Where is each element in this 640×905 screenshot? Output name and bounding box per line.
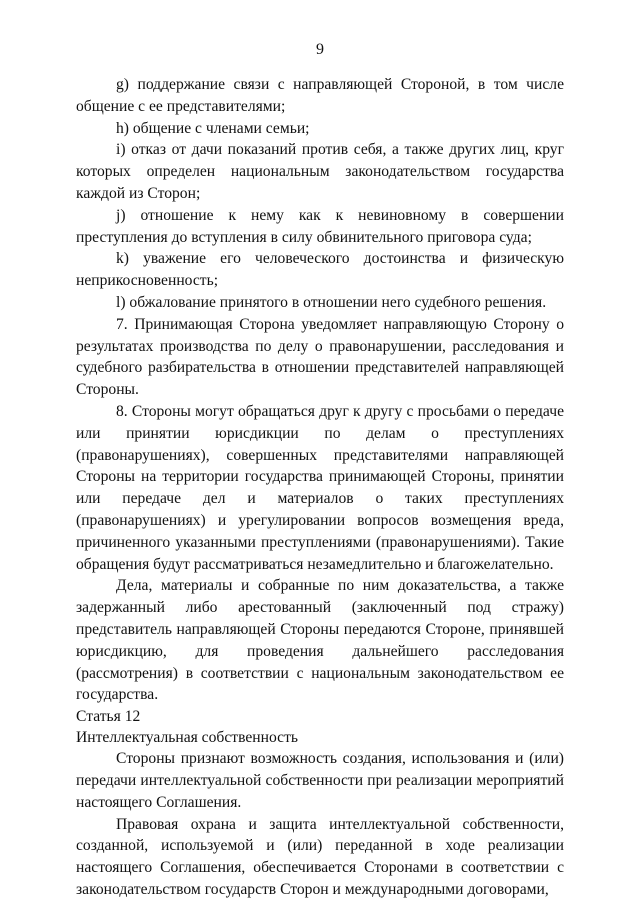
article-title: Интеллектуальная собственность: [76, 729, 298, 747]
paragraph-item-i: i) отказ от дачи показаний против себя, а также других лиц, круг которых определен национальным законодательством государства каждой из Сторон;: [76, 141, 564, 202]
paragraph-article-12-first: Стороны признают возможность создания, использования и (или) передачи интеллектуальной собственности при реализации мероприятий настоящего Соглашения.: [76, 750, 564, 811]
paragraph-item-h: h) общение с членами семьи;: [116, 119, 310, 137]
paragraph-item-g: g) поддержание связи с направляющей Стороной, в том числе общение с ее представителями;: [76, 76, 564, 115]
article-number: Статья 12: [76, 708, 141, 726]
paragraph-clause-7: 7. Принимающая Сторона уведомляет направляющую Сторону о результатах производства по делу о правонарушении, расследования и судебного разбирательства в отношении представителей направляющей Стороны.: [76, 315, 564, 399]
page-number: 9: [316, 41, 324, 58]
paragraph-item-k: k) уважение его человеческого достоинства и физическую неприкосновенность;: [76, 250, 564, 290]
paragraph-article-12-second: Правовая охрана и защита интеллектуальной собственности, созданной, используемой и (или) переданной в ходе реализации настоящего Соглашения, обеспечивается Сторонами в соответствии с законодательством государств Сторон и международными договорами,: [76, 815, 564, 898]
paragraph-item-j: j) отношение к нему как к невиновному в совершении преступления до вступления в силу обвинительного приговора суда;: [76, 206, 564, 246]
paragraph-item-l: l) обжалование принятого в отношении него судебного решения.: [116, 293, 547, 311]
paragraph-clause-8-continued: Дела, материалы и собранные по ним доказательства, а также задержанный либо арестованный (заключенный под стражу) представитель направляющей Стороны передаются Стороне, принявшей юрисдикцию, для проведения дальнейшего расследования (рассмотрения) в соответствии с национальным законодательством ее государства.: [76, 577, 564, 704]
paragraph-clause-8: 8. Стороны могут обращаться друг к другу с просьбами о передаче или принятии юрисдикции по делам о преступлениях (правонарушениях), совершенных представителями направляющей Стороны на территории государства принимающей Стороны, принятии или передаче дел и материалов о таких преступлениях (правонарушениях) и урегулировании вопросов возмещения вреда, причиненного указанными преступлениями (правонарушениями). Такие обращения будут рассматриваться незамедлительно и благожелательно.: [76, 402, 564, 573]
document-body: [76, 74, 564, 901]
